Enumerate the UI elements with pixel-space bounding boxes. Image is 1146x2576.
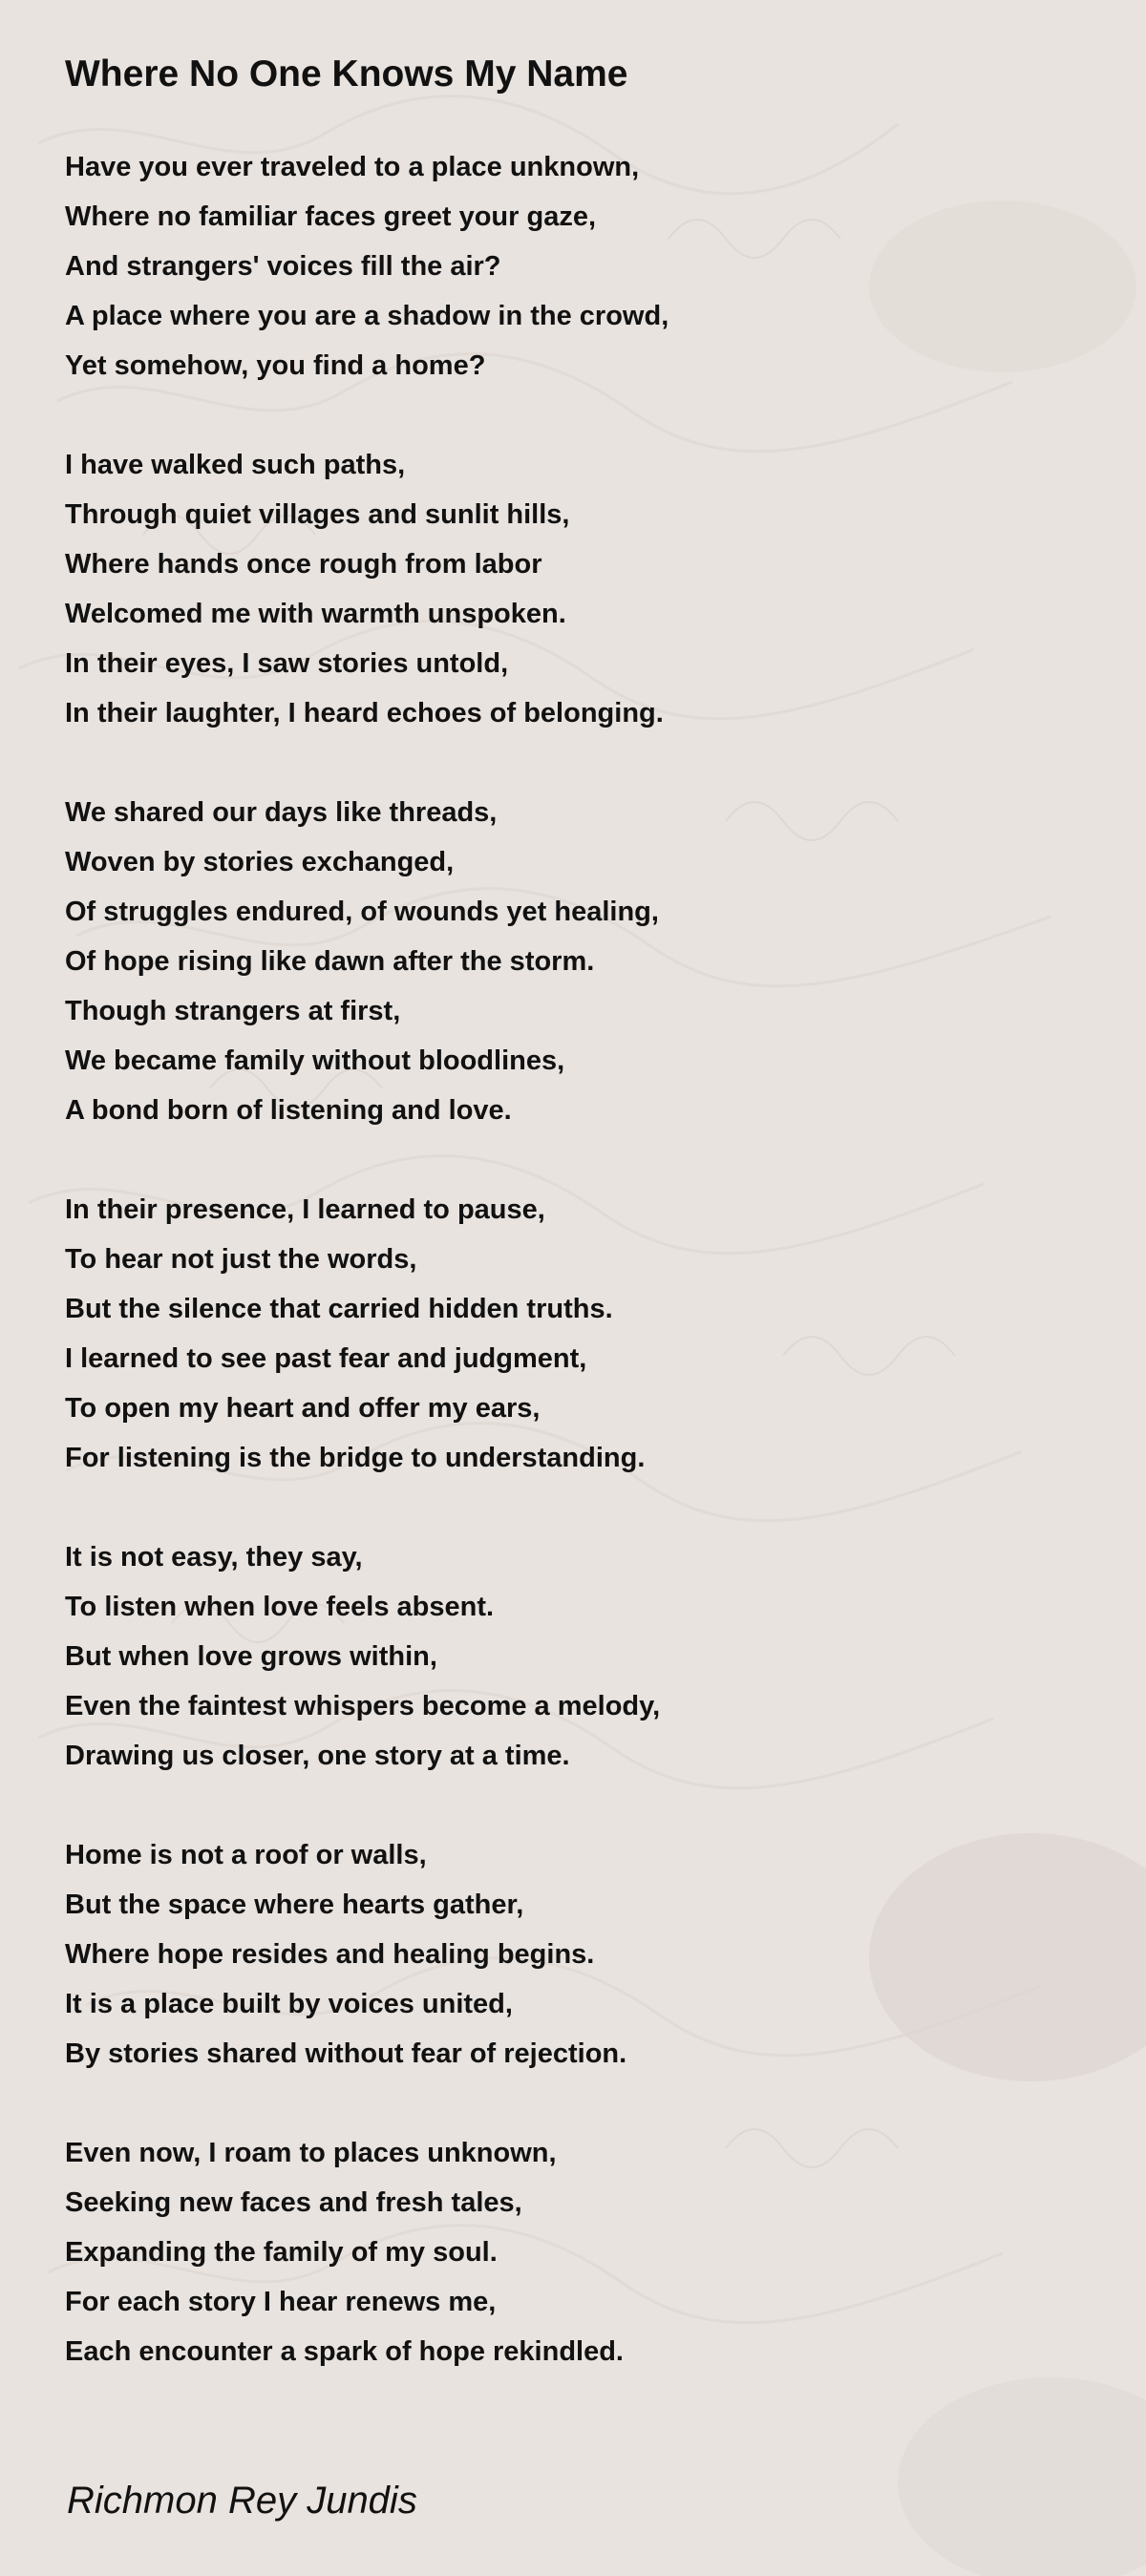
poem-line: Even the faintest whispers become a melody, (65, 1691, 661, 1721)
stanza-1 (65, 142, 1108, 391)
poem-line: For listening is the bridge to understanding. (65, 1443, 646, 1473)
poem-line: I have walked such paths, (65, 450, 406, 480)
poem-author: Richmon Rey Jundis (67, 2480, 417, 2522)
poem-line: Home is not a roof or walls, (65, 1840, 427, 1870)
poem-line: It is not easy, they say, (65, 1542, 363, 1573)
poem-line: Each encounter a spark of hope rekindled. (65, 2336, 624, 2367)
poem-line: But when love grows within, (65, 1641, 437, 1672)
poem-line: Drawing us closer, one story at a time. (65, 1741, 570, 1771)
poem-line: A bond born of listening and love. (65, 1095, 512, 1126)
stanza-7 (65, 2128, 1108, 2376)
poem-line: Expanding the family of my soul. (65, 2237, 498, 2268)
stanza-5 (65, 1532, 1108, 1781)
stanza-6 (65, 1830, 1108, 2079)
poem-line: But the silence that carried hidden truths. (65, 1294, 613, 1324)
poem-line: Have you ever traveled to a place unknown, (65, 152, 640, 182)
poem-line: Yet somehow, you find a home? (65, 350, 486, 381)
poem-line: I learned to see past fear and judgment, (65, 1343, 587, 1374)
poem-line: It is a place built by voices united, (65, 1989, 513, 2019)
poem-line: We became family without bloodlines, (65, 1045, 565, 1076)
poem-line: We shared our days like threads, (65, 797, 498, 828)
poem-line: Seeking new faces and fresh tales, (65, 2187, 522, 2218)
poem-line: In their presence, I learned to pause, (65, 1194, 545, 1225)
poem-line: Where no familiar faces greet your gaze, (65, 201, 597, 232)
poem-line: In their laughter, I heard echoes of belonging. (65, 698, 664, 728)
poem-line: By stories shared without fear of rejection. (65, 2038, 627, 2069)
poem-body (65, 53, 1108, 2426)
poem-line: Woven by stories exchanged, (65, 847, 455, 877)
stanza-4 (65, 1185, 1108, 1483)
stanza-2 (65, 440, 1108, 738)
poem-line: Where hope resides and healing begins. (65, 1939, 595, 1970)
poem-line: For each story I hear renews me, (65, 2287, 497, 2317)
poem-title: Where No One Knows My Name (65, 53, 628, 95)
poem-line: In their eyes, I saw stories untold, (65, 648, 509, 679)
poem-line: Through quiet villages and sunlit hills, (65, 499, 570, 530)
stanza-3 (65, 788, 1108, 1135)
poem-line: Where hands once rough from labor (65, 549, 542, 580)
poem-line: And strangers' voices fill the air? (65, 251, 501, 282)
poem-line: Of hope rising like dawn after the storm. (65, 946, 595, 977)
poem-line: A place where you are a shadow in the crowd, (65, 301, 669, 331)
poem-line: To open my heart and offer my ears, (65, 1393, 541, 1424)
poem-line: To listen when love feels absent. (65, 1592, 495, 1622)
poem-line: Though strangers at first, (65, 996, 401, 1026)
poem-line: Welcomed me with warmth unspoken. (65, 599, 566, 629)
poem-line: To hear not just the words, (65, 1244, 417, 1275)
poem-line: But the space where hearts gather, (65, 1890, 524, 1920)
poem-line: Of struggles endured, of wounds yet healing, (65, 897, 659, 927)
poem-line: Even now, I roam to places unknown, (65, 2138, 557, 2168)
